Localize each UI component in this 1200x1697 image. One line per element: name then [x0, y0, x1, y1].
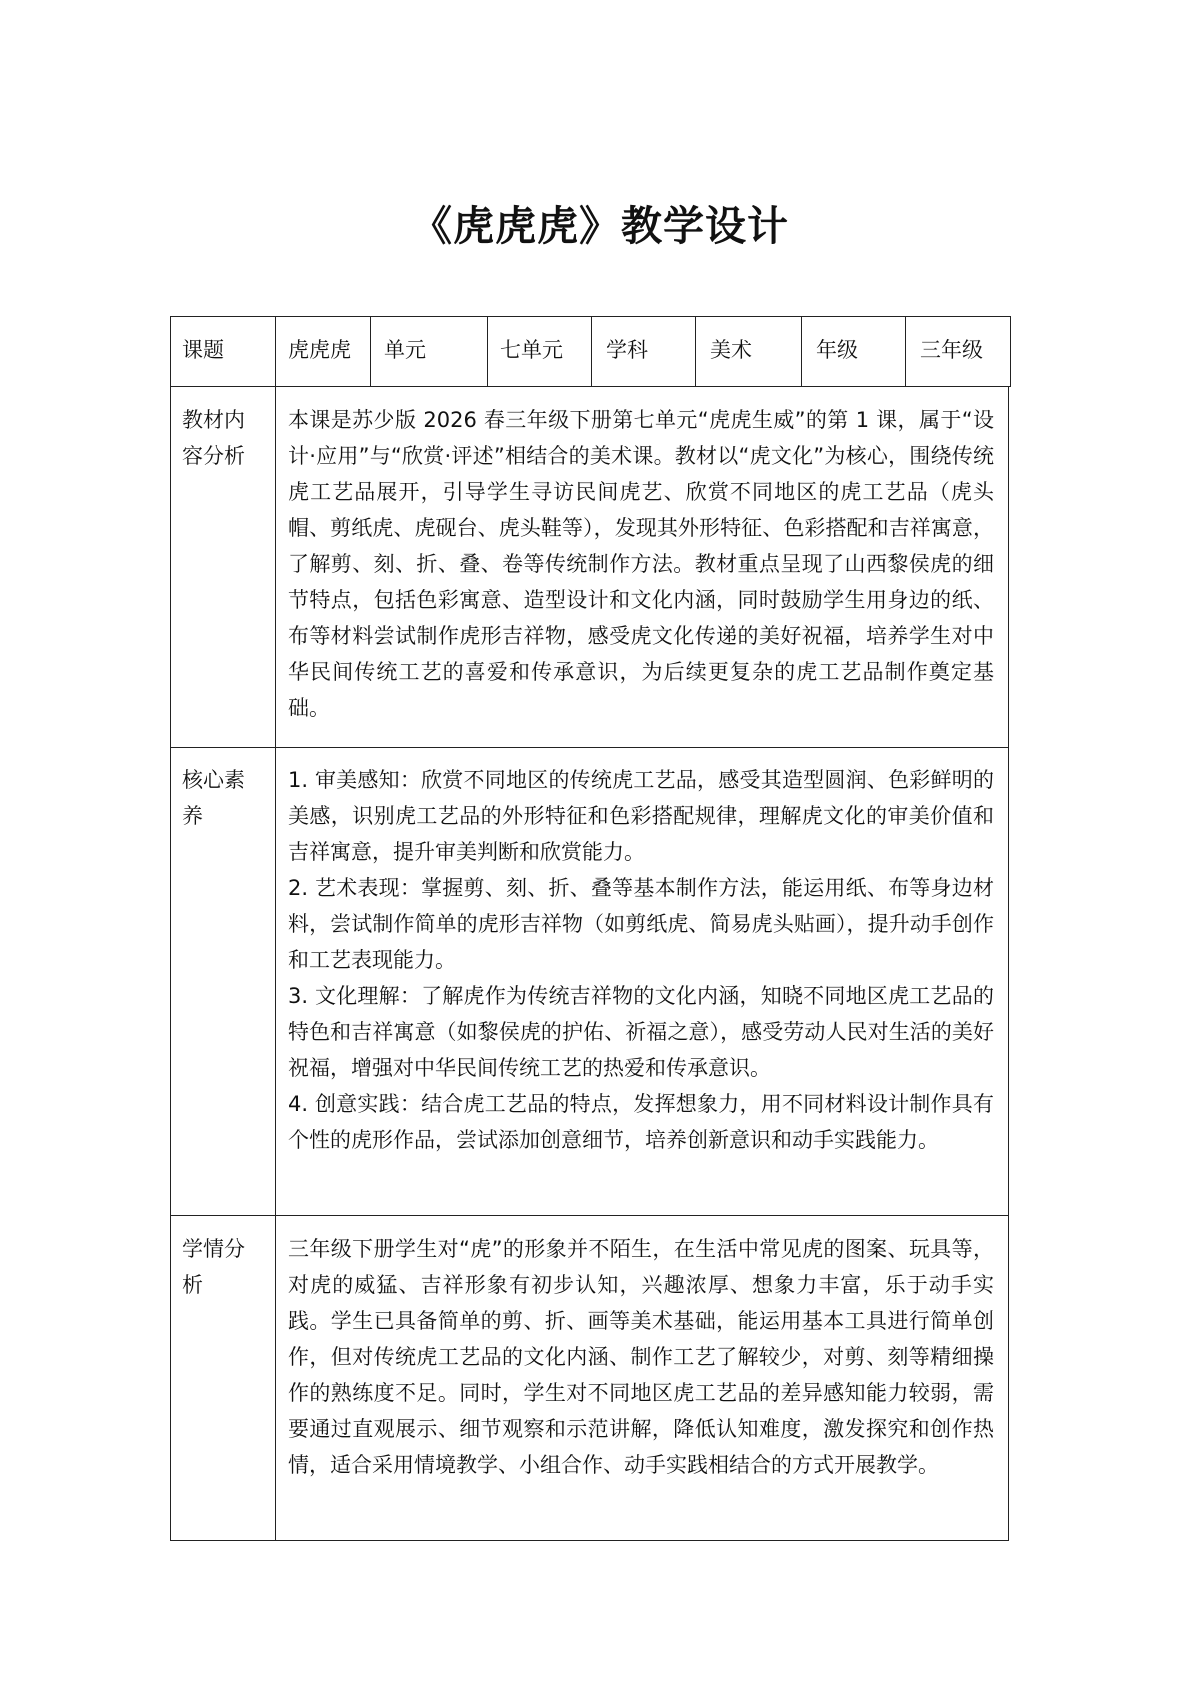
material-analysis-label: 教材内容分析 [182, 408, 245, 468]
subject-value: 美术 [710, 338, 752, 362]
learner-analysis-content [288, 1231, 994, 1483]
core-literacy-item: 4. 创意实践：结合虎工艺品的特点，发挥想象力，用不同材料设计制作具有个性的虎形作品，尝试添加创意细节，培养创新意识和动手实践能力。 [288, 1092, 994, 1152]
core-literacy-item: 1. 审美感知：欣赏不同地区的传统虎工艺品，感受其造型圆润、色彩鲜明的美感，识别虎工艺品的外形特征和色彩搭配规律，理解虎文化的审美价值和吉祥寓意，提升审美判断和欣赏能力。 [288, 768, 994, 864]
core-literacy-item: 2. 艺术表现：掌握剪、刻、折、叠等基本制作方法，能运用纸、布等身边材料，尝试制作简单的虎形吉祥物（如剪纸虎、简易虎头贴画），提升动手创作和工艺表现能力。 [288, 876, 994, 972]
learner-analysis-label: 学情分析 [182, 1237, 245, 1297]
table-border-header-col6 [801, 316, 802, 387]
table-border-row2 [170, 747, 1009, 748]
unit-label: 单元 [384, 338, 426, 362]
unit-value: 七单元 [500, 338, 563, 362]
table-border-header-col5 [695, 316, 696, 387]
lesson-plan-table [170, 316, 1009, 1542]
material-analysis-content [288, 402, 994, 726]
table-border-header-col3 [487, 316, 488, 387]
learner-analysis-text: 三年级下册学生对“虎”的形象并不陌生，在生活中常见虎的图案、玩具等，对虎的威猛、吉祥形象有初步认知，兴趣浓厚、想象力丰富，乐于动手实践。学生已具备简单的剪、折、画等美术基础，能运用基本工具进行简单创作，但对传统虎工艺品的文化内涵、制作工艺了解较少，对剪、刻等精细操作的熟练度不足。同时，学生对不同地区虎工艺品的差异感知能力较弱，需要通过直观展示、细节观察和示范讲解，降低认知难度，激发探究和创作热情，适合采用情境教学、小组合作、动手实践相结合的方式开展教学。 [288, 1237, 994, 1477]
table-border-header-col7 [905, 316, 906, 387]
core-literacy-content [288, 762, 994, 1158]
table-border-header-col2 [370, 316, 371, 387]
document-title: 《虎虎虎》教学设计 [411, 202, 789, 250]
table-border-bottom [170, 1540, 1009, 1541]
topic-label: 课题 [182, 338, 224, 362]
core-literacy-label: 核心素养 [182, 768, 245, 828]
table-border-right [1008, 386, 1009, 1541]
table-border-right-header [1010, 316, 1011, 387]
subject-label: 学科 [606, 338, 648, 362]
grade-label: 年级 [816, 338, 858, 362]
table-border-header-col4 [591, 316, 592, 387]
material-analysis-text: 本课是苏少版 2026 春三年级下册第七单元“虎虎生威”的第 1 课，属于“设计·应用”与“欣赏·评述”相结合的美术课。教材以“虎文化”为核心，围绕传统虎工艺品展开，引导学生寻访民间虎艺、欣赏不同地区的虎工艺品（虎头帽、剪纸虎、虎砚台、虎头鞋等），发现其外形特征、色彩搭配和吉祥寓意，了解剪、刻、折、叠、卷等传统制作方法。教材重点呈现了山西黎侯虎的细节特点，包括色彩寓意、造型设计和文化内涵，同时鼓励学生用身边的纸、布等材料尝试制作虎形吉祥物，感受虎文化传递的美好祝福，培养学生对中华民间传统工艺的喜爱和传承意识，为后续更复杂的虎工艺品制作奠定基础。 [288, 408, 994, 720]
topic-value: 虎虎虎 [288, 338, 351, 362]
table-border-row3 [170, 1215, 1009, 1216]
table-border-left [170, 316, 171, 1541]
core-literacy-item: 3. 文化理解：了解虎作为传统吉祥物的文化内涵，知晓不同地区虎工艺品的特色和吉祥寓意（如黎侯虎的护佑、祈福之意），感受劳动人民对生活的美好祝福，增强对中华民间传统工艺的热爱和传承意识。 [288, 984, 994, 1080]
grade-value: 三年级 [920, 338, 983, 362]
table-border-label-divider [275, 316, 276, 1541]
